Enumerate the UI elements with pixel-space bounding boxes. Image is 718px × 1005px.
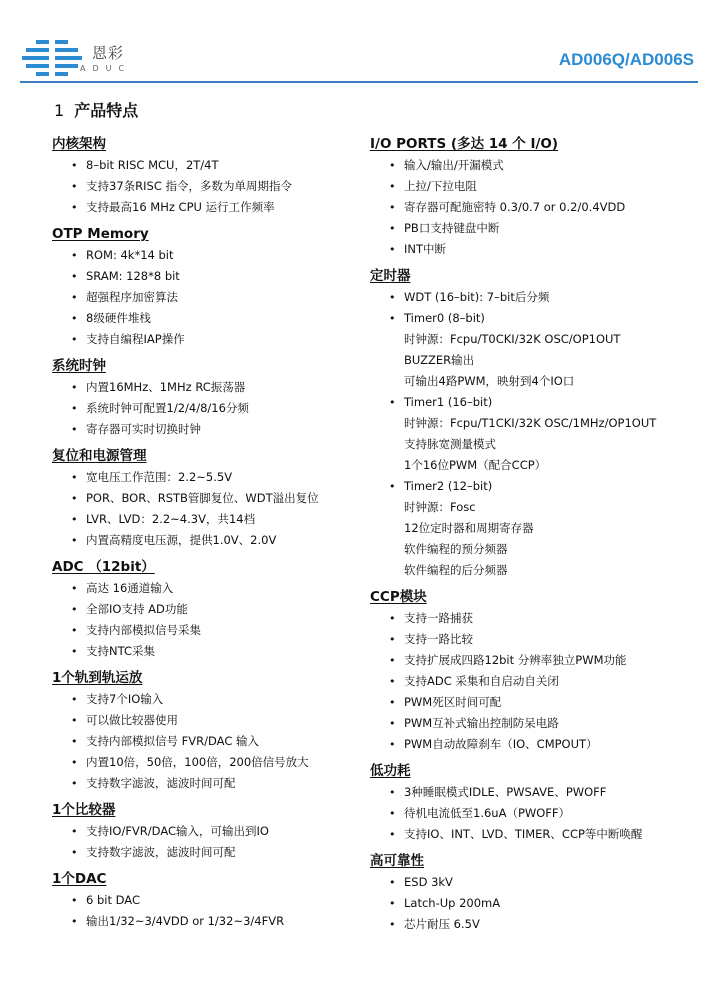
feature-item (52, 155, 362, 176)
feature-list (370, 872, 700, 935)
feature-group-title: 内核架构 (52, 136, 106, 152)
feature-subline: 支持脉宽测量模式 (404, 437, 496, 451)
feature-item (52, 488, 362, 509)
feature-group (52, 355, 362, 445)
bullet-icon: • (71, 714, 78, 727)
bullet-icon: • (71, 603, 78, 616)
feature-item-text: 支持内部模拟信号采集 (86, 623, 201, 637)
bullet-icon: • (71, 201, 78, 214)
feature-item (370, 239, 700, 260)
feature-item-text: 待机电流低至1.6uA（PWOFF） (404, 806, 571, 820)
feature-item (52, 911, 362, 932)
feature-item-text: 上拉/下拉电阻 (404, 179, 477, 193)
bullet-icon: • (71, 492, 78, 505)
feature-item (52, 689, 362, 710)
feature-group (370, 586, 700, 760)
bullet-icon: • (71, 846, 78, 859)
feature-item-text: 高达 16通道输入 (86, 581, 174, 595)
bullet-icon: • (71, 582, 78, 595)
bullet-icon: • (389, 717, 396, 730)
bullet-icon: • (389, 654, 396, 667)
bullet-icon: • (71, 777, 78, 790)
feature-item-text: 支持IO、INT、LVD、TIMER、CCP等中断唤醒 (404, 827, 643, 841)
feature-item (370, 608, 700, 629)
feature-item (52, 578, 362, 599)
feature-item-text: 支持自编程IAP操作 (86, 332, 185, 346)
feature-list (52, 245, 362, 350)
feature-group (370, 850, 700, 940)
bullet-icon: • (389, 897, 396, 910)
feature-group (52, 133, 362, 223)
feature-item-text: 超强程序加密算法 (86, 290, 178, 304)
bullet-icon: • (389, 633, 396, 646)
feature-item (52, 266, 362, 287)
feature-item-text: 可以做比较器使用 (86, 713, 178, 727)
feature-item-text: WDT (16–bit): 7–bit后分频 (404, 290, 550, 304)
feature-item-text: 3种睡眠模式IDLE、PWSAVE、PWOFF (404, 785, 607, 799)
feature-item (370, 824, 700, 845)
feature-item-text: Timer2 (12–bit) (404, 479, 493, 493)
feature-list (52, 821, 362, 863)
feature-group (52, 868, 362, 937)
feature-list (370, 155, 700, 260)
feature-item-text: 宽电压工作范围：2.2~5.5V (86, 470, 233, 484)
feature-group-title: 1个DAC (52, 871, 107, 887)
feature-group-title: 低功耗 (370, 763, 411, 779)
feature-item (370, 218, 700, 239)
logo-chinese-text: 恩彩 (92, 44, 125, 62)
feature-subline: 1个16位PWM（配合CCP） (404, 458, 547, 472)
feature-group-title: 系统时钟 (52, 358, 106, 374)
bullet-icon: • (71, 291, 78, 304)
feature-item-text: 系统时钟可配置1/2/4/8/16分频 (86, 401, 249, 415)
feature-item-text: 内置10倍，50倍，100倍，200倍信号放大 (86, 755, 309, 769)
feature-group-title: ADC （12bit） (52, 559, 155, 575)
feature-item (370, 650, 700, 671)
feature-group (370, 760, 700, 850)
bullet-icon: • (389, 807, 396, 820)
feature-item (370, 872, 700, 893)
feature-item-text: PWM互补式输出控制防呆电路 (404, 716, 559, 730)
bullet-icon: • (71, 534, 78, 547)
feature-item-text: PB口支持键盘中断 (404, 221, 500, 235)
feature-list (52, 377, 362, 440)
feature-group (370, 265, 700, 586)
feature-list (52, 689, 362, 794)
feature-item-text: 支持7个IO输入 (86, 692, 164, 706)
feature-item-text: 内置16MHz、1MHz RC振荡器 (86, 380, 246, 394)
feature-group (52, 223, 362, 355)
feature-item (370, 197, 700, 218)
aduc-logo-icon (22, 40, 82, 76)
feature-item-text: 支持数字滤波，滤波时间可配 (86, 845, 236, 859)
feature-group-title: 定时器 (370, 268, 411, 284)
feature-item (370, 782, 700, 803)
bullet-icon: • (389, 786, 396, 799)
feature-list (370, 782, 700, 845)
feature-item-text: 支持NTC采集 (86, 644, 155, 658)
feature-item-text: 支持ADC 采集和自启动自关闭 (404, 674, 559, 688)
feature-item-text: 输入/输出/开漏模式 (404, 158, 504, 172)
bullet-icon: • (389, 291, 396, 304)
feature-item-text: PWM死区时间可配 (404, 695, 502, 709)
feature-list (52, 890, 362, 932)
bullet-icon: • (71, 333, 78, 346)
feature-item (52, 176, 362, 197)
feature-item-text: 支持IO/FVR/DAC输入，可输出到IO (86, 824, 269, 838)
feature-subline: 时钟源：Fcpu/T0CKI/32K OSC/OP1OUT (404, 332, 621, 346)
feature-group-title: 1个比较器 (52, 802, 116, 818)
feature-item (52, 398, 362, 419)
feature-item (370, 176, 700, 197)
feature-list (370, 287, 700, 581)
bullet-icon: • (389, 159, 396, 172)
bullet-icon: • (71, 270, 78, 283)
feature-list (370, 608, 700, 755)
feature-item (52, 308, 362, 329)
bullet-icon: • (71, 915, 78, 928)
feature-group-title: 高可靠性 (370, 853, 424, 869)
bullet-icon: • (389, 696, 396, 709)
feature-item-text: 全部IO支持 AD功能 (86, 602, 188, 616)
feature-item (52, 377, 362, 398)
feature-item-text: INT中断 (404, 242, 447, 256)
feature-item-text: 6 bit DAC (86, 893, 140, 907)
feature-item (370, 692, 700, 713)
bullet-icon: • (71, 249, 78, 262)
feature-item-text: 芯片耐压 6.5V (404, 917, 480, 931)
bullet-icon: • (389, 312, 396, 325)
section-heading: 产品特点 (74, 101, 139, 120)
feature-item-text: 寄存器可配施密特 0.3/0.7 or 0.2/0.4VDD (404, 200, 626, 214)
feature-item (52, 890, 362, 911)
feature-item-text: 支持最高16 MHz CPU 运行工作频率 (86, 200, 275, 214)
section-number: 1 (54, 101, 65, 120)
feature-item (370, 629, 700, 650)
feature-item-text: 寄存器可实时切换时钟 (86, 422, 201, 436)
feature-item (52, 245, 362, 266)
feature-item (370, 734, 700, 755)
left-column (52, 133, 362, 937)
bullet-icon: • (71, 735, 78, 748)
feature-item (370, 476, 700, 497)
bullet-icon: • (389, 828, 396, 841)
bullet-icon: • (389, 222, 396, 235)
bullet-icon: • (71, 624, 78, 637)
bullet-icon: • (389, 738, 396, 751)
feature-item-text: Timer1 (16–bit) (404, 395, 493, 409)
bullet-icon: • (71, 180, 78, 193)
bullet-icon: • (71, 693, 78, 706)
bullet-icon: • (71, 894, 78, 907)
right-column (370, 133, 700, 940)
feature-item (52, 197, 362, 218)
feature-subline: 软件编程的预分频器 (404, 542, 508, 556)
page-header (0, 0, 718, 90)
feature-item (52, 620, 362, 641)
feature-list (52, 467, 362, 551)
feature-item (52, 329, 362, 350)
bullet-icon: • (389, 918, 396, 931)
bullet-icon: • (71, 159, 78, 172)
feature-item-text: PWM自动故障刹车（IO、CMPOUT） (404, 737, 598, 751)
feature-group-title: I/O PORTS (多达 14 个 I/O) (370, 136, 559, 152)
feature-item (52, 599, 362, 620)
bullet-icon: • (71, 756, 78, 769)
feature-item (52, 641, 362, 662)
bullet-icon: • (389, 876, 396, 889)
logo-english-text: ADUC (80, 64, 132, 73)
bullet-icon: • (71, 645, 78, 658)
feature-group-title: 1个轨到轨运放 (52, 670, 143, 686)
feature-subline: 软件编程的后分频器 (404, 563, 508, 577)
feature-item (370, 308, 700, 329)
feature-item-text: ROM: 4k*14 bit (86, 248, 174, 262)
feature-item (52, 773, 362, 794)
bullet-icon: • (71, 513, 78, 526)
feature-item (370, 914, 700, 935)
bullet-icon: • (71, 825, 78, 838)
bullet-icon: • (389, 201, 396, 214)
feature-item (52, 710, 362, 731)
feature-group (52, 667, 362, 799)
feature-list (52, 578, 362, 662)
feature-item (370, 713, 700, 734)
feature-item-text: 支持扩展成四路12bit 分辨率独立PWM功能 (404, 653, 627, 667)
feature-group (52, 799, 362, 868)
bullet-icon: • (389, 480, 396, 493)
bullet-icon: • (71, 312, 78, 325)
feature-item-text: 8级硬件堆栈 (86, 311, 151, 325)
feature-item (370, 893, 700, 914)
feature-item-text: 支持内部模拟信号 FVR/DAC 输入 (86, 734, 260, 748)
feature-item-text: 支持37条RISC 指令，多数为单周期指令 (86, 179, 292, 193)
feature-item (52, 530, 362, 551)
bullet-icon: • (71, 423, 78, 436)
model-number: AD006Q/AD006S (558, 50, 694, 69)
feature-item-text: 支持数字滤波，滤波时间可配 (86, 776, 236, 790)
feature-item-text: ESD 3kV (404, 875, 453, 889)
feature-item (370, 803, 700, 824)
feature-item (52, 287, 362, 308)
feature-subline: 12位定时器和周期寄存器 (404, 521, 534, 535)
feature-subline: 时钟源：Fcpu/T1CKI/32K OSC/1MHz/OP1OUT (404, 416, 657, 430)
feature-item (370, 287, 700, 308)
feature-group-title: CCP模块 (370, 589, 427, 605)
feature-item-text: 8–bit RISC MCU，2T/4T (86, 158, 219, 172)
feature-item (370, 671, 700, 692)
feature-item (52, 821, 362, 842)
section-title (54, 98, 138, 121)
bullet-icon: • (71, 471, 78, 484)
feature-subline: 时钟源：Fosc (404, 500, 476, 514)
bullet-icon: • (389, 180, 396, 193)
feature-item-text: 支持一路比较 (404, 632, 473, 646)
feature-item (52, 419, 362, 440)
feature-group-title: OTP Memory (52, 226, 149, 242)
feature-subline: BUZZER输出 (404, 353, 475, 367)
feature-item (52, 842, 362, 863)
bullet-icon: • (71, 381, 78, 394)
feature-item (370, 392, 700, 413)
bullet-icon: • (389, 243, 396, 256)
feature-item-text: 输出1/32~3/4VDD or 1/32~3/4FVR (86, 914, 285, 928)
feature-item-text: POR、BOR、RSTB管脚复位、WDT溢出复位 (86, 491, 319, 505)
feature-item-text: LVR、LVD：2.2~4.3V，共14档 (86, 512, 256, 526)
feature-group (52, 556, 362, 667)
feature-list (52, 155, 362, 218)
feature-subline: 可输出4路PWM，映射到4个IO口 (404, 374, 575, 388)
feature-item-text: 内置高精度电压源，提供1.0V、2.0V (86, 533, 277, 547)
feature-item (52, 509, 362, 530)
feature-item (52, 752, 362, 773)
feature-group (370, 133, 700, 265)
feature-group-title: 复位和电源管理 (52, 448, 147, 464)
feature-item-text: SRAM: 128*8 bit (86, 269, 180, 283)
feature-item (52, 467, 362, 488)
bullet-icon: • (71, 402, 78, 415)
feature-item (52, 731, 362, 752)
feature-item-text: 支持一路捕获 (404, 611, 473, 625)
feature-group (52, 445, 362, 556)
feature-item-text: Timer0 (8–bit) (404, 311, 485, 325)
header-divider (20, 81, 698, 83)
bullet-icon: • (389, 396, 396, 409)
bullet-icon: • (389, 675, 396, 688)
feature-item-text: Latch-Up 200mA (404, 896, 501, 910)
feature-item (370, 155, 700, 176)
bullet-icon: • (389, 612, 396, 625)
